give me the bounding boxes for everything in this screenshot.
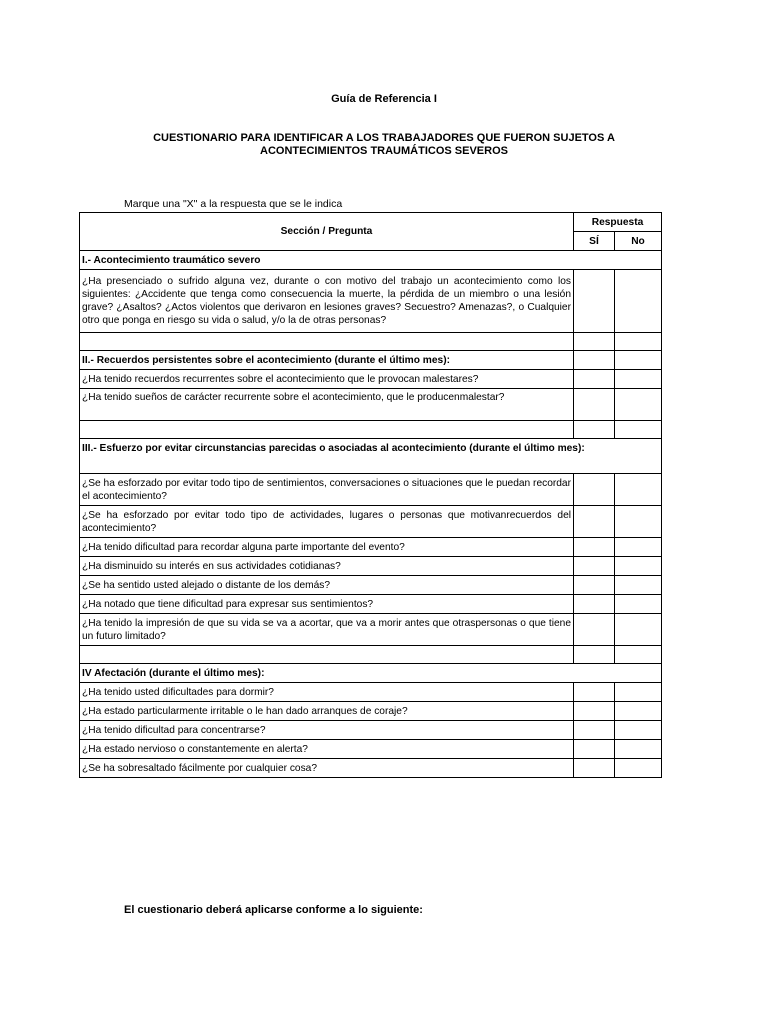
- answer-no-cell[interactable]: [615, 595, 662, 614]
- answer-yes-cell[interactable]: [574, 614, 615, 646]
- answer-yes-cell[interactable]: [574, 683, 615, 702]
- spacer-row: [80, 646, 574, 664]
- question-text: ¿Ha tenido recuerdos recurrentes sobre el acontecimiento que le provocan malestares?: [80, 370, 574, 389]
- question-text: ¿Ha estado nervioso o constantemente en alerta?: [80, 740, 574, 759]
- question-text: ¿Se ha esforzado por evitar todo tipo de actividades, lugares o personas que motivanrecuerdos del acontecimiento?: [80, 506, 574, 538]
- answer-no-cell[interactable]: [615, 702, 662, 721]
- header-yes: SÍ: [574, 232, 615, 251]
- answer-yes-cell[interactable]: [574, 506, 615, 538]
- answer-yes-cell[interactable]: [574, 270, 615, 333]
- answer-yes-cell[interactable]: [574, 474, 615, 506]
- answer-yes-cell[interactable]: [574, 759, 615, 778]
- answer-no-cell[interactable]: [615, 740, 662, 759]
- answer-yes-cell[interactable]: [574, 740, 615, 759]
- instruction-text: Marque una "X" a la respuesta que se le indica: [124, 198, 343, 210]
- answer-yes-cell[interactable]: [574, 702, 615, 721]
- answer-no-cell[interactable]: [615, 389, 662, 421]
- question-text: ¿Ha tenido dificultad para recordar alguna parte importante del evento?: [80, 538, 574, 557]
- section-title: I.- Acontecimiento traumático severo: [80, 251, 662, 270]
- question-text: ¿Ha notado que tiene dificultad para expresar sus sentimientos?: [80, 595, 574, 614]
- answer-no-cell[interactable]: [615, 370, 662, 389]
- main-title-line1: CUESTIONARIO PARA IDENTIFICAR A LOS TRABAJADORES QUE FUERON SUJETOS A: [153, 132, 615, 144]
- guide-title: Guía de Referencia I: [331, 93, 437, 105]
- question-text: ¿Ha disminuido su interés en sus actividades cotidianas?: [80, 557, 574, 576]
- answer-no-cell[interactable]: [615, 614, 662, 646]
- questionnaire-table: [79, 212, 662, 778]
- header-question: Sección / Pregunta: [80, 213, 574, 251]
- answer-yes-cell[interactable]: [574, 389, 615, 421]
- answer-no-cell[interactable]: [615, 474, 662, 506]
- answer-yes-cell[interactable]: [574, 576, 615, 595]
- answer-no-cell[interactable]: [615, 538, 662, 557]
- question-text: ¿Se ha sentido usted alejado o distante de los demás?: [80, 576, 574, 595]
- section-title: IV Afectación (durante el último mes):: [80, 664, 662, 683]
- main-title-line2: ACONTECIMIENTOS TRAUMÁTICOS SEVEROS: [260, 145, 508, 157]
- question-text: ¿Ha presenciado o sufrido alguna vez, durante o con motivo del trabajo un acontecimiento como los siguientes: ¿Accidente que tenga como consecuencia la muerte, la pérdida de un miembro o una lesión grave? ¿Asaltos? ¿Actos violentos que derivaron en lesiones graves? Secuestro? Amenazas?, o Cualquier otro que ponga en riesgo su vida o salud, y/o la de otras personas?: [80, 270, 574, 333]
- answer-no-cell[interactable]: [615, 557, 662, 576]
- footer-text: El cuestionario deberá aplicarse conforme a lo siguiente:: [124, 904, 423, 916]
- answer-no-cell[interactable]: [615, 576, 662, 595]
- answer-yes-cell[interactable]: [574, 557, 615, 576]
- question-text: ¿Ha tenido la impresión de que su vida se va a acortar, que va a morir antes que otraspersonas o que tiene un futuro limitado?: [80, 614, 574, 646]
- answer-no-cell[interactable]: [615, 270, 662, 333]
- answer-yes-cell[interactable]: [574, 595, 615, 614]
- answer-no-cell[interactable]: [615, 759, 662, 778]
- answer-yes-cell[interactable]: [574, 538, 615, 557]
- spacer-row: [80, 421, 574, 439]
- main-title: [0, 132, 768, 158]
- header-answer: Respuesta: [574, 213, 662, 232]
- answer-no-cell[interactable]: [615, 683, 662, 702]
- question-text: ¿Ha estado particularmente irritable o le han dado arranques de coraje?: [80, 702, 574, 721]
- answer-no-cell[interactable]: [615, 506, 662, 538]
- question-text: ¿Se ha sobresaltado fácilmente por cualquier cosa?: [80, 759, 574, 778]
- question-text: ¿Ha tenido usted dificultades para dormir?: [80, 683, 574, 702]
- answer-no-cell[interactable]: [615, 721, 662, 740]
- spacer-row: [80, 333, 574, 351]
- section-title: III.- Esfuerzo por evitar circunstancias parecidas o asociadas al acontecimiento (durante el último mes):: [80, 439, 662, 474]
- section-title: II.- Recuerdos persistentes sobre el acontecimiento (durante el último mes):: [80, 351, 574, 370]
- question-text: ¿Ha tenido sueños de carácter recurrente sobre el acontecimiento, que le producenmalestar?: [80, 389, 574, 421]
- question-text: ¿Ha tenido dificultad para concentrarse?: [80, 721, 574, 740]
- question-text: ¿Se ha esforzado por evitar todo tipo de sentimientos, conversaciones o situaciones que le puedan recordar el acontecimiento?: [80, 474, 574, 506]
- answer-yes-cell[interactable]: [574, 721, 615, 740]
- answer-yes-cell[interactable]: [574, 370, 615, 389]
- header-no: No: [615, 232, 662, 251]
